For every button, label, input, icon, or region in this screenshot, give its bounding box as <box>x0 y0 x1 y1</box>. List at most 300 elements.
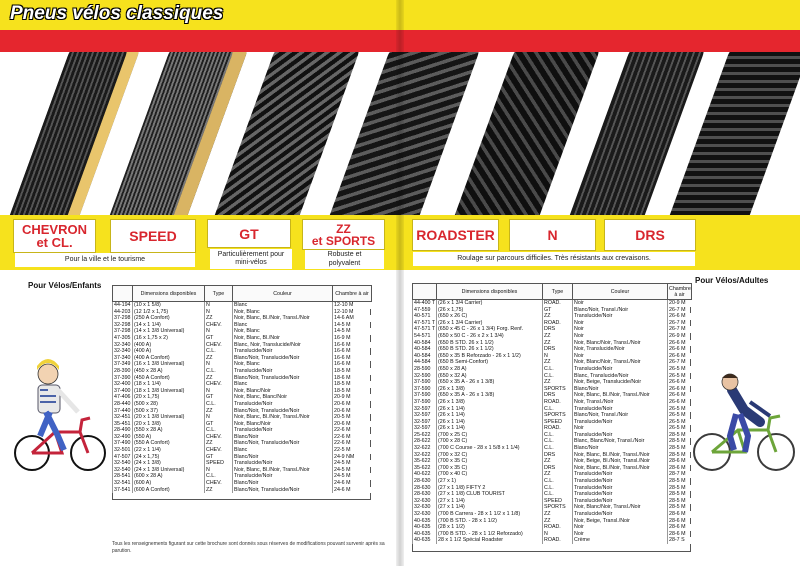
cell-chamber: 28-6 M <box>668 458 692 465</box>
cell-color: Blanc/Noir, Translucide/Noir <box>233 408 333 415</box>
cell-type: C.L. <box>543 373 573 380</box>
cell-chamber: 26-5 M <box>668 412 692 419</box>
cell-type: ZZ <box>543 458 573 465</box>
cell-chamber: 26-5 M <box>668 425 692 432</box>
table-row <box>113 447 372 454</box>
cell-type: ZZ <box>543 471 573 478</box>
cell-color: Noir <box>573 300 668 307</box>
header-dimensions: Dimensions disponibles <box>437 284 543 300</box>
cell-color: Blanc/Noir <box>233 454 333 461</box>
table-row <box>113 335 372 342</box>
cell-dimensions: (26 x 1 1/4) <box>437 419 543 426</box>
cell-color: Noir, Blanc <box>233 309 333 316</box>
cell-dimensions: (700 x 35 C) <box>437 465 543 472</box>
table-row <box>413 346 692 353</box>
cell-chamber: 12-10 M <box>333 309 372 316</box>
cell-dimensions: (650 B STD. 26 x 1 1/2) <box>437 346 543 353</box>
cell-dimensions: (16 x 1,75 x 2) <box>133 335 205 342</box>
table-row <box>113 315 372 322</box>
cell-type: GT <box>205 335 233 342</box>
cell-type: SPEED <box>543 498 573 505</box>
cell-color: Translucide/Noir <box>573 419 668 426</box>
cell-type: ROAD. <box>543 425 573 432</box>
label-n <box>509 219 596 251</box>
cell-ref: 35-622 <box>413 465 437 472</box>
cell-chamber: 24-6 M <box>333 487 372 494</box>
table-row <box>413 320 692 327</box>
cell-dimensions: (700 B Carrera - 28 x 1 1/2 x 1 1/8) <box>437 511 543 518</box>
table-row <box>113 473 372 480</box>
cell-ref: 44-194 <box>114 302 131 308</box>
cell-type: C.L. <box>205 348 233 355</box>
label-drs-text: DRS <box>635 227 665 243</box>
table-row <box>113 487 372 494</box>
cell-dimensions: (400 A) <box>133 348 205 355</box>
cell-chamber: 26-7 M <box>668 359 692 366</box>
cell-dimensions: (650 x 45 C - 26 x 1 3/4) Forg. Renf. <box>437 326 543 333</box>
cell-color: Noir, Beige, Bl./Noir, Transl./Noir <box>573 458 668 465</box>
cell-type: SPEED <box>543 419 573 426</box>
cell-dimensions: (600 A) <box>133 480 205 487</box>
table-row <box>113 394 372 401</box>
footnote: Tous les renseignements figurant sur cette brochure sont donnés sous réserves de modifications pouvant survenir après sa parution. <box>112 541 385 554</box>
page-fold <box>396 0 404 566</box>
cell-chamber: 26-5 M <box>668 419 692 426</box>
table-row <box>113 408 372 415</box>
cell-chamber: 26-6 M <box>668 353 692 360</box>
cell-ref: 47-571 T <box>414 326 436 333</box>
cell-ref: 40-635 <box>413 524 437 531</box>
cell-chamber: 26-6 M <box>668 340 692 347</box>
cell-type: N <box>205 309 233 316</box>
cell-color: Translucide/Noir <box>573 366 668 373</box>
cell-color: Noir, Beige, Transl./Noir <box>573 518 668 525</box>
cell-ref: 37-440 <box>114 407 131 414</box>
cell-chamber: 20-9 M <box>668 300 692 307</box>
cell-chamber: 24-5 M <box>333 473 372 480</box>
cell-ref: 28-630 <box>413 478 437 485</box>
cell-type: ZZ <box>205 440 233 447</box>
cell-color: Noir, Blanc, Bl./Noir, Transl./Noir <box>233 467 333 474</box>
table-row <box>413 452 692 459</box>
cell-type: DRS <box>543 452 573 459</box>
section-adults: Pour Vélos/Adultes <box>695 276 769 285</box>
cell-dimensions: (26 x 1 3/8) <box>437 399 543 406</box>
cell-type: C.L. <box>543 491 573 498</box>
cell-ref: 32-622 <box>413 445 437 452</box>
adults-tire-table <box>412 283 692 544</box>
cell-dimensions: (600 x 28 A) <box>133 473 205 480</box>
cell-ref: 32-622 <box>413 452 437 459</box>
cell-type: GT <box>543 307 573 314</box>
cell-color: Translucide/Noir <box>573 491 668 498</box>
cell-chamber: 14-6 AM <box>333 315 372 322</box>
table-row <box>413 491 692 498</box>
children-table-body <box>113 302 372 494</box>
cell-chamber: 20-6 M <box>333 421 372 428</box>
cell-ref: 35-622 <box>413 458 437 465</box>
cell-type: N <box>205 388 233 395</box>
cell-type: CHEV. <box>205 434 233 441</box>
table-row <box>413 471 692 478</box>
header-ref <box>113 286 133 302</box>
cell-type: C.L. <box>543 445 573 452</box>
cell-dimensions: (26 x 1 3/8) <box>437 386 543 393</box>
cell-dimensions: (700 x 28 C) <box>437 438 543 445</box>
cell-color: Noir, Blanc, Blanc/Noir <box>233 394 333 401</box>
cell-color: Crème <box>573 537 668 544</box>
cell-color: Blanc/Noir, Transl./Noir <box>573 307 668 314</box>
cell-ref: 32-541 <box>114 480 131 487</box>
cell-chamber: 28-7 S <box>668 537 692 544</box>
cell-chamber: 26-6 M <box>668 379 692 386</box>
cell-chamber: 28-5 M <box>668 504 692 511</box>
cell-type: N <box>205 414 233 421</box>
cell-ref: 37-541 <box>114 486 131 493</box>
cell-chamber: 28-5 M <box>668 491 692 498</box>
cell-dimensions: (10 x 1 5/8) <box>133 302 205 309</box>
label-chevron-line2: et CL. <box>36 235 73 250</box>
header-type: Type <box>543 284 573 300</box>
table-row <box>413 300 692 307</box>
cell-color: Blanc, Noir, Translucide/Noir <box>233 342 333 349</box>
cell-type: ZZ <box>543 379 573 386</box>
table-row <box>113 381 372 388</box>
cell-type: GT <box>205 394 233 401</box>
cell-dimensions: (500 x 28) <box>133 401 205 408</box>
children-table-header <box>113 286 372 302</box>
cell-color: Noir <box>573 524 668 531</box>
table-row <box>113 467 372 474</box>
cell-color: Noir, Blanc, Bl./Noir, Transl./Noir <box>573 452 668 459</box>
cell-color: Noir, Blanc, Bl./Noir, Transl./Noir <box>573 392 668 399</box>
cell-color: Translucide/Noir <box>573 498 668 505</box>
cell-color: Blanc/Noir, Translucide/Noir <box>233 355 333 362</box>
header-color: Couleur <box>233 286 333 302</box>
table-row <box>113 401 372 408</box>
cell-ref: 37-400 <box>114 387 131 394</box>
cell-chamber: 28-6 M <box>668 518 692 525</box>
cell-dimensions: (20 x 1 3/8) <box>133 421 205 428</box>
cell-ref: 35-451 <box>114 420 131 427</box>
table-row <box>413 366 692 373</box>
cell-color: Blanc/Noir <box>573 445 668 452</box>
cell-ref: 37-298 <box>114 315 131 322</box>
cell-color: Noir <box>573 326 668 333</box>
table-row <box>413 392 692 399</box>
cell-ref: 32-597 <box>413 406 437 413</box>
cell-ref: 37-390 <box>114 374 131 381</box>
cell-chamber: 16-6 M <box>333 348 372 355</box>
label-zz-line2: et SPORTS <box>311 233 376 248</box>
cell-ref: 40-571 <box>413 313 437 320</box>
cell-type: C.L. <box>205 473 233 480</box>
cell-ref: 37-349 <box>114 361 131 368</box>
cell-color: Noir <box>573 353 668 360</box>
table-row <box>413 478 692 485</box>
cell-chamber: 24-9 NM <box>333 454 372 461</box>
cell-ref: 32-597 <box>413 419 437 426</box>
cell-dimensions: (20 x 1,75) <box>133 394 205 401</box>
cell-ref: 32-597 <box>413 425 437 432</box>
cell-color: Translucide/Noir <box>233 368 333 375</box>
cell-dimensions: (27 x 1 1/8) FIFTY 2 <box>437 485 543 492</box>
cell-chamber: 28-5 M <box>668 432 692 439</box>
cell-dimensions: (18 x 1 1/4) <box>133 381 205 388</box>
table-row <box>413 340 692 347</box>
cell-dimensions: (250 A Confort) <box>133 315 205 322</box>
cell-dimensions: (500 x 37) <box>133 408 205 415</box>
cell-chamber: 28-6 M <box>668 524 692 531</box>
table-row <box>413 412 692 419</box>
cell-dimensions: (26 x 1 3/4 Carrier) <box>437 300 543 307</box>
label-zz-line1: ZZ <box>336 221 351 236</box>
table-row <box>413 524 692 531</box>
cell-chamber: 16-6 M <box>333 361 372 368</box>
table-row <box>113 375 372 382</box>
section-children: Pour Vélos/Enfants <box>28 281 102 290</box>
cell-color: Blanc/Noir <box>573 386 668 393</box>
cell-color: Noir, Blanc <box>233 328 333 335</box>
cell-chamber: 18-6 M <box>333 375 372 382</box>
cell-chamber: 22-5 M <box>333 447 372 454</box>
header-ref <box>413 284 437 300</box>
cell-type: ROAD. <box>543 537 573 544</box>
table-row <box>113 361 372 368</box>
header-dimensions: Dimensions disponibles <box>133 286 205 302</box>
cell-type: DRS <box>543 465 573 472</box>
adult-cyclist-illustration <box>690 370 798 475</box>
cell-dimensions: (700 x 32 C) <box>437 452 543 459</box>
cell-chamber: 26-5 M <box>668 406 692 413</box>
cell-color: Translucide/Noir <box>233 401 333 408</box>
cell-ref: 44-203 <box>114 308 131 315</box>
table-row <box>113 440 372 447</box>
cell-chamber: 26-6 M <box>668 313 692 320</box>
header-color: Couleur <box>573 284 668 300</box>
cell-chamber: 26-6 M <box>668 386 692 393</box>
cell-type: C.L. <box>543 406 573 413</box>
cell-color: Translucide/Noir <box>573 485 668 492</box>
cell-color: Noir, Blanc/Noir, Transl./Noir <box>573 504 668 511</box>
desc-gt: Particulièrement pour mini-vélos <box>210 249 292 269</box>
cell-ref: 47-406 <box>114 394 131 401</box>
table-row <box>113 421 372 428</box>
table-row <box>113 427 372 434</box>
cell-chamber: 28-6 M <box>668 531 692 538</box>
cell-color: Blanc <box>233 447 333 454</box>
cell-dimensions: (650 x 28 A) <box>437 366 543 373</box>
cell-dimensions: (26 x 1 1/4) <box>437 412 543 419</box>
cell-ref: 40-635 <box>413 531 437 538</box>
cell-type: C.L. <box>205 427 233 434</box>
cell-color: Noir, Blanc, Bl./Noir, Transl./Noir <box>233 414 333 421</box>
table-row <box>413 379 692 386</box>
cell-type: C.L. <box>543 366 573 373</box>
cell-chamber: 28-6 M <box>668 511 692 518</box>
cell-chamber: 26-6 M <box>668 399 692 406</box>
cell-type: N <box>543 353 573 360</box>
cell-ref: 28-622 <box>413 438 437 445</box>
cell-type: ROAD. <box>543 524 573 531</box>
cell-type: CHEV. <box>205 381 233 388</box>
cell-ref: 32-590 <box>413 373 437 380</box>
cell-ref: 54-571 <box>413 333 437 340</box>
cell-color: Noir <box>573 425 668 432</box>
cell-color: Noir, Blanc/Noir <box>233 421 333 428</box>
cell-dimensions: (27 x 1) <box>437 478 543 485</box>
cell-ref: 44-584 <box>413 359 437 366</box>
cell-chamber: 20-6 M <box>333 401 372 408</box>
header-type: Type <box>205 286 233 302</box>
cell-chamber: 16-6 M <box>333 342 372 349</box>
cell-ref: 40-622 <box>413 471 437 478</box>
cell-ref: 37-590 <box>413 379 437 386</box>
label-roadster <box>412 219 499 251</box>
table-row <box>113 480 372 487</box>
table-row <box>413 425 692 432</box>
cell-dimensions: (700 B STD. - 28 x 1 1/2 Reforzado) <box>437 531 543 538</box>
cell-type: SPORTS <box>543 504 573 511</box>
desc-roadster-n-drs: Roulage sur parcours difficiles. Très résistants aux crevaisons. <box>413 252 695 266</box>
cell-chamber: 18-5 M <box>333 381 372 388</box>
cell-type: ROAD. <box>543 320 573 327</box>
table-row <box>413 518 692 525</box>
cell-dimensions: (700 x 35 C) <box>437 458 543 465</box>
table-row <box>113 322 372 329</box>
cell-ref: 28-630 <box>413 485 437 492</box>
cell-ref: 37-590 <box>413 386 437 393</box>
cell-dimensions: (700 x 40 C) <box>437 471 543 478</box>
cell-ref: 28-541 <box>114 473 131 480</box>
cell-type: ROAD. <box>543 399 573 406</box>
cell-type: GT <box>205 421 233 428</box>
cell-color: Blanc/Noir <box>233 434 333 441</box>
cell-color: Blanc/Noir, Translucide/Noir <box>233 440 333 447</box>
cell-color: Blanc <box>233 381 333 388</box>
cell-dimensions: (650 B STD. 26 x 1 1/2) <box>437 340 543 347</box>
cell-dimensions: 28 x 1 1/2 Spécial Roadster <box>437 537 543 544</box>
cell-color: Noir <box>573 531 668 538</box>
cell-dimensions: (27 x 1 1/4) <box>437 504 543 511</box>
cell-color: Translucide/Noir <box>233 348 333 355</box>
cell-color: Blanc/Noir <box>233 480 333 487</box>
cell-ref: 25-622 <box>413 432 437 439</box>
cell-color: Blanc <box>233 302 333 309</box>
cell-type: ZZ <box>205 487 233 494</box>
cell-type: SPORTS <box>543 386 573 393</box>
cell-ref: 47-507 <box>114 453 131 460</box>
cell-dimensions: (12 1/2 x 1,75) <box>133 309 205 316</box>
table-row <box>413 537 692 544</box>
adults-table-body <box>413 300 692 544</box>
cell-dimensions: (650 x 35 A - 26 x 1 3/8) <box>437 392 543 399</box>
cell-ref: 47-571 T <box>414 319 436 326</box>
table-row <box>113 328 372 335</box>
cell-dimensions: (700 B STD. - 28 x 1 1/2) <box>437 518 543 525</box>
cell-ref: 47-305 <box>114 334 131 341</box>
page-title: Pneus vélos classiques <box>10 3 224 24</box>
cell-chamber: 12-10 M <box>333 302 372 309</box>
children-tire-table <box>112 285 372 493</box>
cell-chamber: 22-6 M <box>333 440 372 447</box>
cell-type: C.L. <box>205 401 233 408</box>
table-row <box>413 531 692 538</box>
label-drs <box>604 219 696 251</box>
table-row <box>413 307 692 314</box>
table-row <box>113 388 372 395</box>
cell-dimensions: (27 x 1 1/4) <box>437 498 543 505</box>
cell-chamber: 26-5 M <box>668 373 692 380</box>
cell-ref: 28-590 <box>413 366 437 373</box>
cell-chamber: 22-6 M <box>333 427 372 434</box>
cell-dimensions: (700 x 25 C) <box>437 432 543 439</box>
cell-dimensions: (650 x 35 B Reforzado - 26 x 1 1/2) <box>437 353 543 360</box>
cell-color: Blanc, Blanc/Noir, Transl./Noir <box>573 438 668 445</box>
cell-chamber: 28-5 M <box>668 478 692 485</box>
cell-dimensions: (400 A) <box>133 342 205 349</box>
cell-ref: 32-501 <box>114 447 131 454</box>
cell-color: Translucide/Noir <box>573 313 668 320</box>
cell-chamber: 28-5 M <box>668 452 692 459</box>
cell-type: DRS <box>543 346 573 353</box>
header-chamber: Chambre à air <box>669 285 691 298</box>
cell-chamber: 26-7 M <box>668 307 692 314</box>
cell-type: CHEV. <box>205 480 233 487</box>
cell-chamber: 26-6 M <box>668 346 692 353</box>
table-row <box>113 355 372 362</box>
cell-dimensions: (650 x 32 A) <box>437 373 543 380</box>
cell-type: C.L. <box>543 438 573 445</box>
table-row <box>413 406 692 413</box>
cell-ref: 32-451 <box>114 414 131 421</box>
cell-chamber: 24-6 M <box>333 480 372 487</box>
cell-color: Noir, Translucide/Noir <box>573 346 668 353</box>
cell-dimensions: (600 A Confort) <box>133 487 205 494</box>
cell-dimensions: (24 x 1 3/8 Universal) <box>133 467 205 474</box>
cell-type: SPEED <box>205 460 233 467</box>
cell-chamber: 28-6 M <box>668 465 692 472</box>
cell-type: ROAD. <box>543 300 573 307</box>
cell-ref: 32-540 <box>114 460 131 467</box>
cell-color: Translucide/Noir <box>573 478 668 485</box>
cell-type: ZZ <box>205 315 233 322</box>
table-row <box>113 309 372 316</box>
cell-dimensions: (700 C Course - 28 x 1 5/8 x 1 1/4) <box>437 445 543 452</box>
cell-chamber: 20-9 M <box>333 394 372 401</box>
cell-ref: 32-298 <box>114 321 131 328</box>
cell-color: Noir <box>573 320 668 327</box>
table-row <box>413 445 692 452</box>
table-row <box>413 399 692 406</box>
table-row <box>413 498 692 505</box>
cell-ref: 37-340 <box>114 354 131 361</box>
cell-type: ZZ <box>205 355 233 362</box>
cell-type: CHEV. <box>205 447 233 454</box>
cell-dimensions: (14 x 1 1/4) <box>133 322 205 329</box>
cell-dimensions: (28 x 1 1/2) <box>437 524 543 531</box>
cell-color: Noir, Blanc/Noir <box>233 388 333 395</box>
cell-type: C.L. <box>543 432 573 439</box>
cell-color: Blanc/Noir, Transl./Noir <box>573 412 668 419</box>
table-row <box>413 438 692 445</box>
cell-dimensions: (18 x 1 3/8 Universal) <box>133 388 205 395</box>
cell-dimensions: (22 x 1 1/4) <box>133 447 205 454</box>
cell-ref: 40-635 <box>413 537 437 544</box>
cell-dimensions: (450 A Confort) <box>133 375 205 382</box>
table-row <box>113 342 372 349</box>
cell-chamber: 16-9 M <box>333 335 372 342</box>
